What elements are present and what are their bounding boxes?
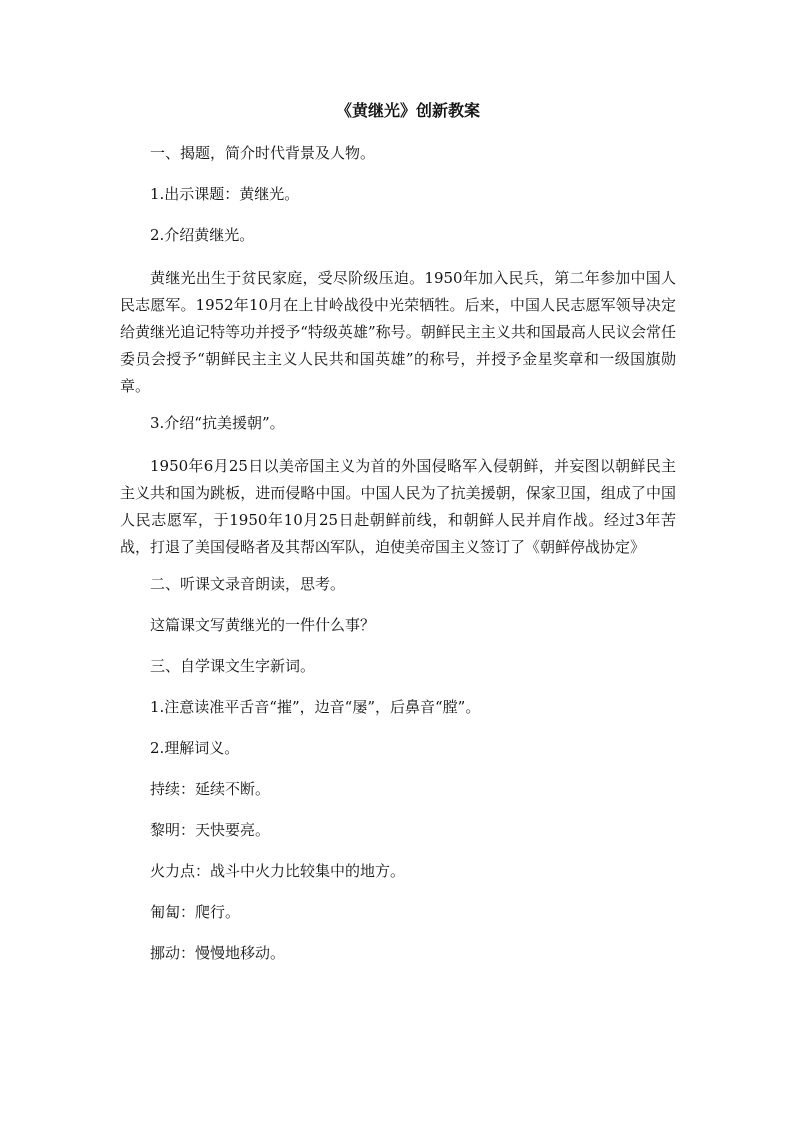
definition-liming: 黎明：天快要亮。 — [150, 821, 271, 839]
question-line: 这篇课文写黄继光的一件什么事？ — [150, 616, 376, 634]
paragraph-huang-jiguang: 黄继光出生于贫民家庭，受尽阶级压迫。1950年加入民兵，第二年参加中国人民志愿军。1952年10月在上甘岭战役中光荣牺牲。后来，中国人民志愿军领导决定给黄继光追记特等功并授予“特级英雄”称号。朝鲜民主主义共和国最高人民议会常任委员会授予“朝鲜民主主义人民共和国英雄”的称号，并授予金星奖章和一级国旗勋章。 — [120, 269, 676, 395]
document-body — [120, 96, 676, 983]
definition-chixu: 持续：延续不断。 — [150, 780, 271, 798]
document-blocks — [120, 142, 676, 964]
section-heading-1: 一、揭题，简介时代背景及人物。 — [150, 144, 376, 162]
definition-huolidian: 火力点：战斗中火力比较集中的地方。 — [150, 862, 406, 880]
list-item-1-1: 1.出示课题：黄继光。 — [150, 185, 300, 203]
document-title: 《黄继光》创新教案 — [335, 101, 480, 120]
list-item-3-1: 1.注意读准平舌音“摧”，边音“屡”，后鼻音“膛”。 — [150, 698, 481, 716]
list-item-3-2: 2.理解词义。 — [150, 739, 240, 757]
definition-pufu: 匍匐：爬行。 — [150, 903, 241, 921]
definition-nuodong: 挪动：慢慢地移动。 — [150, 944, 286, 962]
section-heading-3: 三、自学课文生字新词。 — [150, 657, 316, 675]
section-heading-2: 二、听课文录音朗读，思考。 — [150, 575, 346, 593]
list-item-1-2: 2.介绍黄继光。 — [150, 226, 255, 244]
list-item-1-3: 3.介绍“抗美援朝”。 — [150, 414, 285, 432]
paragraph-kangmei-yuanchao: 1950年6月25日以美帝国主义为首的外国侵略军入侵朝鲜，并妄图以朝鲜民主主义共和国为跳板，进而侵略中国。中国人民为了抗美援朝，保家卫国，组成了中国人民志愿军，于1950年10月25日赴朝鲜前线，和朝鲜人民并肩作战。经过3年苦战，打退了美国侵略者及其帮凶军队，迫使美帝国主义签订了《朝鲜停战协定》 — [120, 457, 676, 556]
